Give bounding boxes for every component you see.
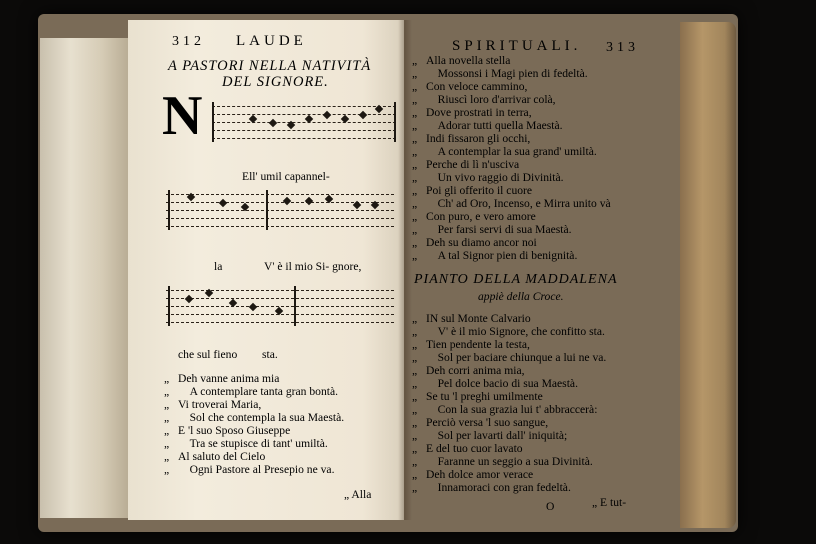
left-catchword: „ Alla	[344, 488, 372, 501]
lyric-line-2b: V' è il mio Si- gnore,	[264, 260, 362, 273]
lyric-line-3a: che sul fieno	[178, 348, 238, 361]
verse-line: Innamoraci con gran fedeltà.	[437, 481, 571, 494]
verse-line: Riuscì loro d'arrivar colà,	[437, 93, 556, 106]
verse-line: Deh vanne anima mia	[178, 372, 280, 385]
verse-line: Con puro, e vero amore	[426, 210, 536, 223]
music-note	[185, 295, 193, 303]
verse-line: A tal Signor pien di benignità.	[437, 249, 578, 262]
lyric-line-1: Ell' umil capannel-	[242, 170, 330, 183]
verse-line: A contemplar la sua grand' umiltà.	[437, 145, 597, 158]
verse-line: Deh su diamo ancor noi	[426, 236, 537, 249]
verse-line: Sol che contempla la sua Maestà.	[189, 411, 345, 424]
verse-line: Perciò versa 'l suo sangue,	[426, 416, 549, 429]
verse-line: Deh corri anima mia,	[426, 364, 525, 377]
right-page-number: 313	[606, 40, 639, 55]
verse-line: Se tu 'l preghi umilmente	[426, 390, 543, 403]
verse-line: Dove prostrati in terra,	[426, 106, 532, 119]
verse-line: Poi gli offerito il cuore	[426, 184, 533, 197]
right-subtitle: appiè della Croce.	[478, 290, 564, 303]
music-note	[305, 197, 313, 205]
verse-line: Con la sua grazia lui t' abbraccerà:	[437, 403, 598, 416]
music-note	[283, 197, 291, 205]
music-note	[359, 111, 367, 119]
verse-line: Ogni Pastore al Presepio ne va.	[189, 463, 335, 476]
page-edges-left	[40, 38, 128, 518]
right-catchword: „ E tut-	[592, 496, 627, 509]
staff-barline	[212, 102, 214, 142]
verse-line: Mossonsi i Magi pien di fedeltà.	[437, 67, 588, 80]
verse-line: IN sul Monte Calvario	[426, 312, 531, 325]
verse-line: Ch' ad Oro, Incenso, e Mirra unito và	[437, 197, 611, 210]
staff-barline	[266, 190, 268, 230]
left-page-number: 312	[172, 34, 205, 49]
verse-line: Vi troverai Maria,	[178, 398, 262, 411]
verse-line: Sol per baciare chiunque a lui ne va.	[437, 351, 607, 364]
verse-line: Sol per lavarti dall' iniquità;	[437, 429, 568, 442]
book-gutter	[398, 20, 412, 520]
verse-line: Un vivo raggio di Divinità.	[437, 171, 564, 184]
verse-line: Pel dolce bacio di sua Maestà.	[437, 377, 578, 390]
right-title: PIANTO DELLA MADDALENA	[414, 272, 618, 287]
signature-mark: O	[546, 500, 555, 513]
catchword-text: Alla	[351, 488, 372, 501]
verse-line: Per farsi servi di sua Maestà.	[437, 223, 572, 236]
lyric-line-2a: la	[214, 260, 223, 273]
verse-line: Indi fissaron gli occhi,	[426, 132, 531, 145]
verse-line: A contemplare tanta gran bontà.	[189, 385, 339, 398]
verse-line: Alla novella stella	[426, 54, 511, 67]
right-verse-2: „ IN sul Monte Calvario „ V' è il mio Signore, che confitto sta. „ Tien pendente la testa, „ Sol per baciare chiunque a lui ne va. „ Deh corri anima mia, „ Pel dolce bacio di sua Maestà. „ Se tu 'l preghi umilmente „ Con la sua grazia lui t' abbraccerà: „ Perciò versa 'l suo sangue, „ Sol per lavarti dall' iniquità; „ E del tuo cuor lavato „ Faranne un seggio a sua Divinità. „ Deh dolce amor verace „ Innamoraci con gran fedeltà.	[412, 312, 607, 494]
music-note	[249, 303, 257, 311]
verse-line: Tra se stupisce di tant' umiltà.	[189, 437, 328, 450]
verse-line: Faranne un seggio a sua Divinità.	[437, 455, 593, 468]
drop-cap: N	[162, 85, 203, 147]
verse-line: V' è il mio Signore, che confitto sta.	[437, 325, 605, 338]
catchword-text: E tut-	[600, 496, 627, 509]
staff-barline	[168, 190, 170, 230]
verse-line: E del tuo cuor lavato	[426, 442, 523, 455]
music-staff-3	[166, 286, 394, 326]
staff-barline	[294, 286, 296, 326]
music-staff-1	[212, 102, 396, 142]
verse-line: E 'l suo Sposo Giuseppe	[178, 424, 291, 437]
left-running-head: LAUDE	[236, 33, 307, 49]
staff-barline	[168, 286, 170, 326]
left-title-line2: DEL SIGNORE.	[222, 74, 329, 90]
book-cover-right-edge	[680, 22, 736, 528]
left-title-line1: A PASTORI NELLA NATIVITÀ	[168, 58, 372, 74]
music-note	[269, 119, 277, 127]
verse-line: Tien pendente la testa,	[426, 338, 530, 351]
left-verse: „ Deh vanne anima mia „ A contemplare tanta gran bontà. „ Vi troverai Maria, „ Sol che contempla la sua Maestà. „ E 'l suo Sposo Giuseppe „ Tra se stupisce di tant' umiltà. „ Al saluto del Cielo „ Ogni Pastore al Presepio ne va.	[164, 372, 345, 476]
music-note	[219, 199, 227, 207]
staff-barline	[394, 102, 396, 142]
verse-line: Perche di lì n'usciva	[426, 158, 520, 171]
verse-line: Al saluto del Cielo	[178, 450, 266, 463]
right-verse: „ Alla novella stella „ Mossonsi i Magi pien di fedeltà. „ Con veloce cammino, „ Riuscì loro d'arrivar colà, „ Dove prostrati in terra, „ Adorar tutti quella Maestà. „ Indi fissaron gli occhi, „ A contemplar la sua grand' umiltà. „ Perche di lì n'usciva „ Un vivo raggio di Divinità. „ Poi gli offerito il cuore „ Ch' ad Oro, Incenso, e Mirra unito và „ Con puro, e vero amore „ Per farsi servi di sua Maestà. „ Deh su diamo ancor noi „ A tal Signor pien di benignità.	[412, 54, 611, 262]
music-note	[323, 111, 331, 119]
verse-line: Deh dolce amor verace	[426, 468, 534, 481]
lyric-line-3b: sta.	[262, 348, 278, 361]
verse-line: Con veloce cammino,	[426, 80, 528, 93]
music-staff-2	[166, 190, 394, 230]
right-running-head: SPIRITUALI.	[452, 38, 582, 54]
verse-line: Adorar tutti quella Maestà.	[437, 119, 563, 132]
